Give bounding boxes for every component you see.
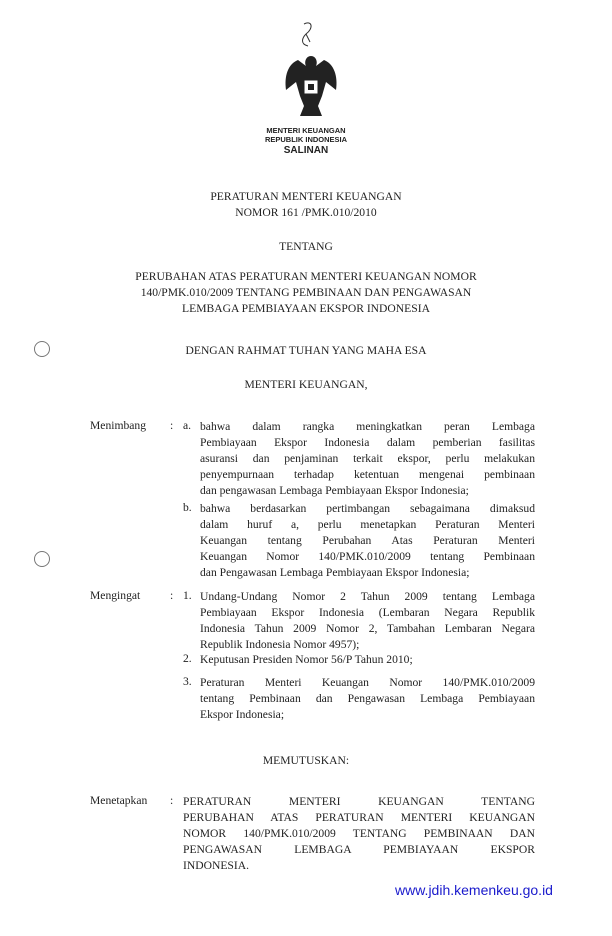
item-marker: 3. — [183, 675, 192, 688]
colon: : — [170, 794, 174, 807]
mengingat-item-2 — [200, 652, 535, 668]
menimbang-label: Menimbang — [90, 419, 147, 432]
regulation-subject — [0, 269, 612, 317]
text-line: Ekspor Indonesia; — [200, 708, 285, 721]
text-line: Peraturan Menteri Keuangan Nomor 140/PMK.010/2009 — [200, 676, 535, 689]
colon: : — [170, 589, 174, 602]
text-line: dan Pengawasan Lembaga Pembiayaan Ekspor Indonesia; — [200, 566, 470, 579]
ministry-line1: MENTERI KEUANGAN — [266, 126, 346, 135]
signature-initial — [292, 20, 322, 50]
text-line: Keputusan Presiden Nomor 56/P Tahun 2010; — [200, 653, 413, 666]
item-marker: b. — [183, 501, 192, 514]
item-marker: 2. — [183, 652, 192, 665]
regulation-number: NOMOR 161 /PMK.010/2010 — [235, 206, 377, 219]
colon: : — [170, 419, 174, 432]
text-line: asuransi dan penjaminan terkait ekspor, perlu melakukan — [200, 452, 535, 465]
ministry-line2: REPUBLIK INDONESIA — [264, 135, 348, 144]
memutuskan-heading: MEMUTUSKAN: — [262, 754, 350, 767]
text-line: bahwa berdasarkan pertimbangan sebagaimana dimaksud — [200, 502, 535, 515]
text-line: dalam huruf a, perlu menetapkan Peraturan Menteri — [200, 518, 535, 531]
menimbang-item-a — [200, 419, 535, 499]
text-line: PENGAWASAN LEMBAGA PEMBIAYAAN EKSPOR — [183, 843, 535, 856]
text-line: Keuangan tentang Perubahan Atas Peraturan Menteri — [200, 534, 535, 547]
text-line: INDONESIA. — [183, 859, 250, 872]
subject-line: 140/PMK.010/2009 TENTANG PEMBINAAN DAN PENGAWASAN — [140, 286, 472, 299]
authority: MENTERI KEUANGAN, — [244, 378, 368, 391]
text-line: NOMOR 140/PMK.010/2009 TENTANG PEMBINAAN DAN — [183, 827, 535, 840]
menimbang-item-b — [200, 501, 535, 581]
text-line: Pembiayaan Ekspor Indonesia dalam pemberian fasilitas — [200, 436, 535, 449]
mengingat-label: Mengingat — [90, 589, 141, 602]
text-line: Republik Indonesia Nomor 4957); — [200, 638, 360, 651]
menetapkan-label: Menetapkan — [90, 794, 148, 807]
punch-hole-mark — [34, 551, 50, 567]
text-line: PERATURAN MENTERI KEUANGAN TENTANG — [183, 795, 535, 808]
garuda-emblem-icon — [280, 50, 342, 122]
text-line: PERUBAHAN ATAS PERATURAN MENTERI KEUANGAN — [183, 811, 535, 824]
text-line: Undang-Undang Nomor 2 Tahun 2009 tentang Lembaga — [200, 590, 535, 603]
mengingat-item-1 — [200, 589, 535, 653]
subject-line: LEMBAGA PEMBIAYAAN EKSPOR INDONESIA — [182, 302, 430, 315]
website-link[interactable]: www.jdih.kemenkeu.go.id — [395, 882, 553, 898]
preamble: DENGAN RAHMAT TUHAN YANG MAHA ESA — [185, 344, 427, 357]
subject-line: PERUBAHAN ATAS PERATURAN MENTERI KEUANGAN NOMOR — [135, 270, 477, 283]
tentang-heading: TENTANG — [279, 240, 333, 253]
regulation-title: PERATURAN MENTERI KEUANGAN — [210, 190, 402, 203]
item-marker: 1. — [183, 589, 192, 602]
text-line: Pembiayaan Ekspor Indonesia (Lembaran Negara Republik — [200, 606, 535, 619]
mengingat-item-3 — [200, 675, 535, 723]
salinan-stamp: SALINAN — [283, 145, 329, 156]
text-line: tentang Pembinaan dan Pengawasan Lembaga Pembiayaan — [200, 692, 535, 705]
text-line: dan pengawasan Lembaga Pembiayaan Ekspor Indonesia; — [200, 484, 469, 497]
item-marker: a. — [183, 419, 192, 432]
menetapkan-text — [183, 794, 535, 874]
text-line: Indonesia Tahun 2009 Nomor 2, Tambahan Lembaran Negara — [200, 622, 535, 635]
text-line: bahwa dalam rangka meningkatkan peran Lembaga — [200, 420, 535, 433]
text-line: Keuangan Nomor 140/PMK.010/2009 tentang Pembinaan — [200, 550, 535, 563]
text-line: penyempurnaan terhadap ketentuan mengenai pembinaan — [200, 468, 535, 481]
